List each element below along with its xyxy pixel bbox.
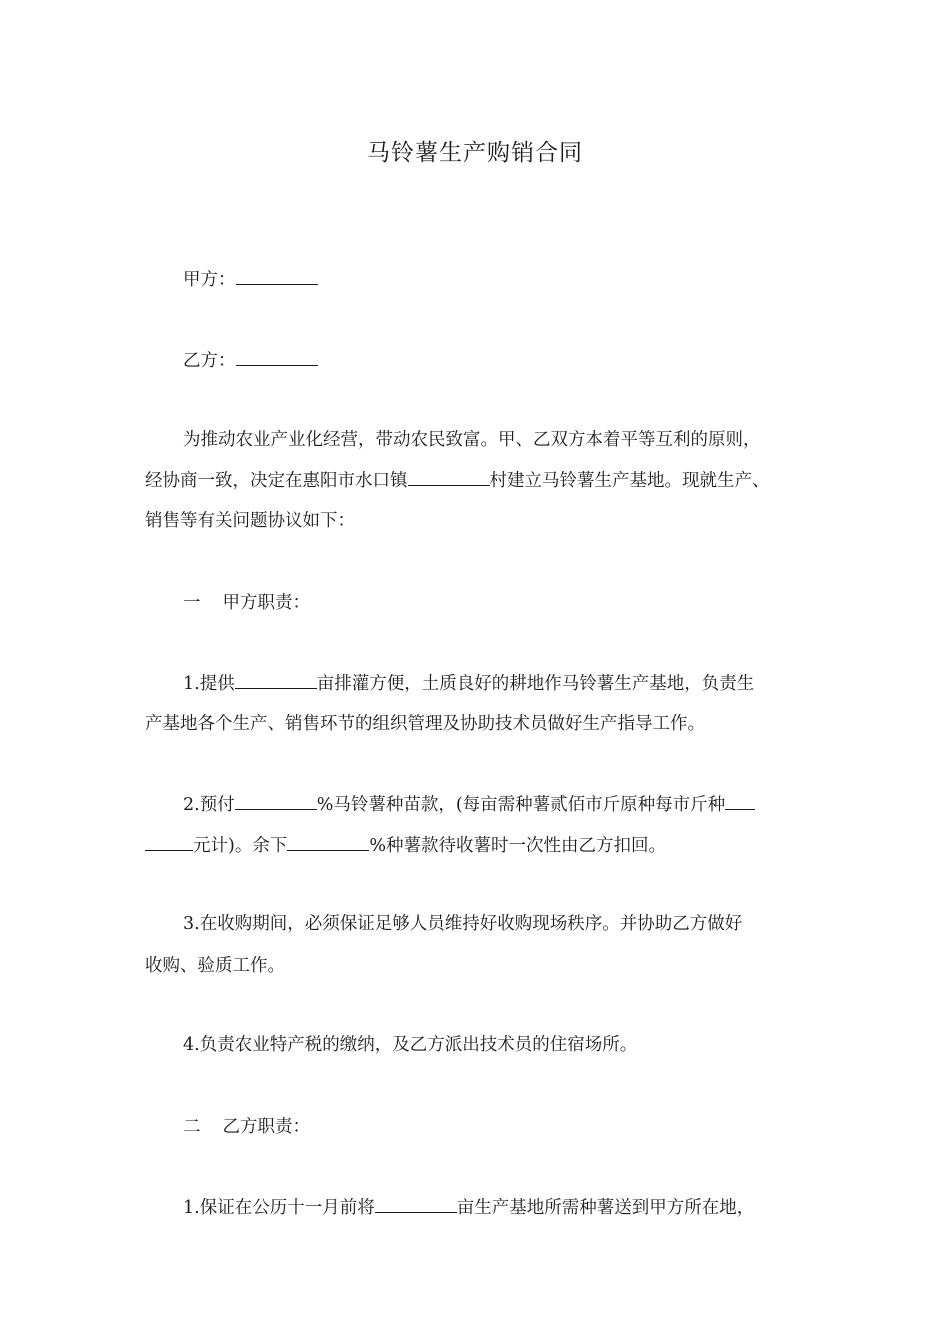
prepay-percent-blank: [235, 791, 317, 810]
intro-text-a: 经协商一致，决定在惠阳市水口镇: [145, 471, 408, 491]
party-a-line: [183, 266, 855, 292]
party-a-label: 甲方：: [183, 270, 236, 290]
s1-item-2-line-2: [145, 832, 817, 858]
s1-item-1-text-b: 亩排灌方便，土质良好的耕地作马铃薯生产基地，负责生: [316, 674, 755, 694]
intro-line-3: 销售等有关问题协议如下：: [145, 511, 355, 531]
s1-item-3-line-1: 3.在收购期间，必须保证足够人员维持好收购现场秩序。并协助乙方做好: [183, 914, 743, 934]
s1-item-3-line-2: 收购、验质工作。: [145, 956, 285, 976]
s2-item-1-text-b: 亩生产基地所需种薯送到甲方所在地，: [456, 1198, 755, 1218]
section-1-title: 甲方职责：: [222, 593, 310, 613]
s1-item-1-line-1: [183, 670, 855, 696]
section-1-heading: [183, 591, 855, 615]
party-b-line: [183, 347, 855, 373]
s1-item-2-line-1: [183, 791, 855, 817]
section-1-number: 一: [183, 593, 201, 613]
s1-item-4-line-1: 4.负责农业特产税的缴纳，及乙方派出技术员的住宿场所。: [183, 1035, 638, 1055]
s1-item-2-text-c: 元计)。余下: [193, 836, 288, 856]
remaining-percent-blank: [287, 832, 369, 851]
s1-item-2-text-a: 2.预付: [183, 795, 235, 815]
price-blank-part-2: [145, 832, 193, 851]
section-2-number: 二: [183, 1117, 201, 1137]
village-blank: [408, 467, 490, 486]
intro-line-2: [145, 467, 817, 493]
section-2-heading: [183, 1115, 855, 1139]
intro-text-b: 村建立马铃薯生产基地。现就生产、: [489, 471, 770, 491]
price-blank-part-1: [725, 791, 755, 810]
section-2-title: 乙方职责：: [222, 1117, 310, 1137]
document-title: 马铃薯生产购销合同: [367, 140, 583, 166]
acreage-blank: [235, 670, 317, 689]
s1-item-2-text-d: %种薯款待收薯时一次性由乙方扣回。: [369, 836, 666, 856]
intro-line-1: 为推动农业产业化经营，带动农民致富。甲、乙双方本着平等互利的原则，: [183, 430, 761, 450]
s2-item-1-text-a: 1.保证在公历十一月前将: [183, 1198, 375, 1218]
s2-item-1-line-1: [183, 1194, 855, 1220]
s1-item-2-text-b: %马铃薯种苗款，(每亩需种薯贰佰市斤原种每市斤种: [316, 795, 726, 815]
party-b-label: 乙方：: [183, 351, 236, 371]
s1-item-1-line-2: 产基地各个生产、销售环节的组织管理及协助技术员做好生产指导工作。: [145, 714, 705, 734]
party-b-blank: [236, 347, 318, 366]
party-a-blank: [236, 266, 318, 285]
s1-item-1-text-a: 1.提供: [183, 674, 235, 694]
seed-acreage-blank: [375, 1194, 457, 1213]
